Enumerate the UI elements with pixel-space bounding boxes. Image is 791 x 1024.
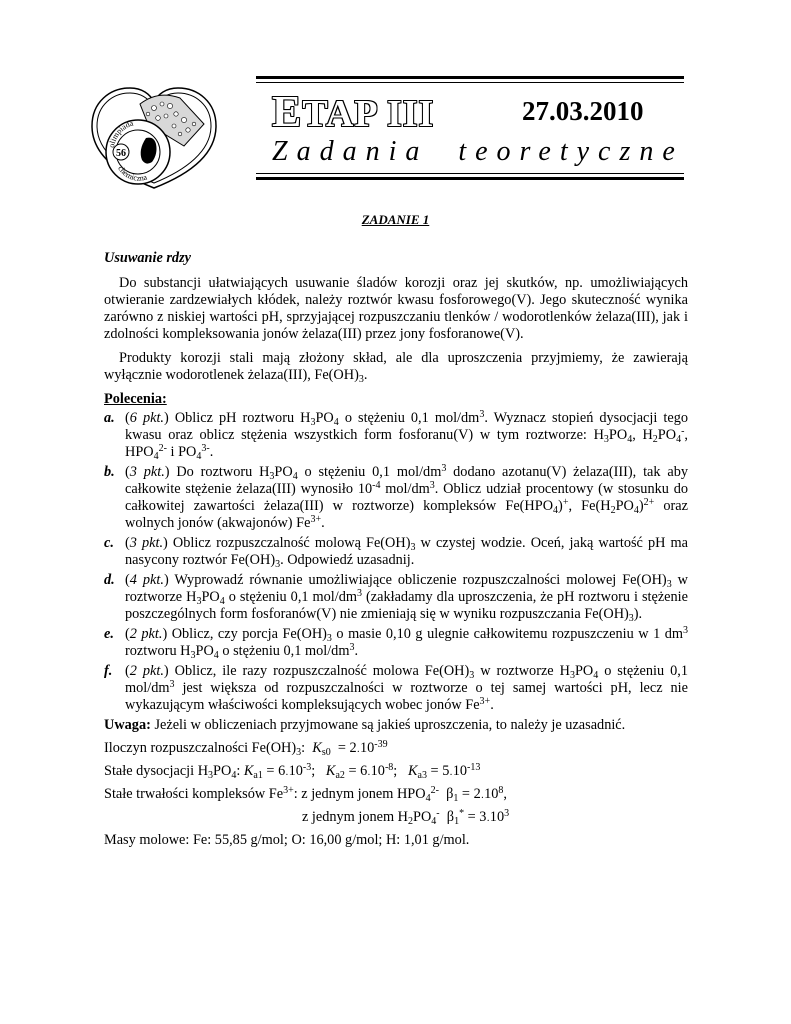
header-rule-top — [256, 76, 684, 79]
exam-date: 27.03.2010 — [522, 96, 644, 126]
stability-constants-line-2: z jednym jonem $H_2PO_4^-$ $\beta_1^* = 3_\cdot 10^3$ — [302, 808, 510, 827]
task-label: a. — [104, 410, 115, 426]
task-label: f. — [104, 663, 113, 679]
task-b: b. (3 pkt.) Do roztworu $H_3PO_4$ o stężeniu 0,1 mol/$dm^3$ dodano azotanu(V) żelaza(III), tak aby całkowite stężenie żelaza(III) wynosiło $10^{-4}$ mol/$dm^3$. Oblicz udział procentowy (w stosunku do całkowitej zawartości żelaza(III) w roztworze) kompleksów $Fe(HPO_4)^+$, $Fe(H_2PO_4)^{2+}$ oraz wolnych jonów (akwajonów) $Fe^{3+}$. — [104, 463, 689, 531]
task-a: a. (6 pkt.) Oblicz pH roztworu $H_3PO_4$ o stężeniu 0,1 mol/$dm^3$. Wyznacz stopień dysocjacji tego kwasu oraz oblicz stężenia wszystkich form fosforanu(V) w tym roztworze: $H_3PO_4$, $H_2PO_4^-$, $HPO_4^{2-}$ i $PO_4^{3-}$. — [104, 409, 689, 462]
logo-number: 56 — [116, 148, 126, 159]
solubility-product-line: Iloczyn rozpuszczalności $Fe(OH)_3$: $K_{s0} = 2_\cdot 10^{-39}$ — [104, 739, 388, 758]
header-rule-top-thin — [256, 82, 684, 83]
task-points: 2 pkt. — [129, 663, 164, 679]
document-body — [104, 250, 688, 855]
task-c: c. (3 pkt.) Oblicz rozpuszczalność molową $Fe(OH)_3$ w czystej wodzie. Oceń, jaką wartość pH ma nasycony roztwór $Fe(OH)_3$. Odpowiedź uzasadnij. — [104, 535, 688, 570]
note-text: Jeżeli w obliczeniach przyjmowane są jakieś uproszczenia, to należy je uzasadnić. — [154, 717, 626, 733]
note-label: Uwaga: — [104, 717, 151, 733]
intro-paragraph-1: Do substancji ułatwiających usuwanie śladów korozji oraz jej skutków, np. umożliwiających otwieranie zardzewiałych kłódek, należy roztwór kwasu fosforowego(V). Jego skuteczność wynika zarówno z niskiej wartości pH, sprzyjającej rozpuszczaniu tlenków / wodorotlenków żelaza(III), jak i zdolności kompleksowania jonów żelaza(III) przez jony fosforanowe(V). — [104, 275, 688, 342]
topic-title: Usuwanie rdzy — [104, 250, 191, 266]
molar-masses-line: Masy molowe: Fe: 55,85 g/mol; O: 16,00 g/mol; H: 1,01 g/mol. — [104, 832, 470, 848]
task-f: f. (2 pkt.) Oblicz, ile razy rozpuszczalność molowa $Fe(OH)_3$ w roztworze $H_3PO_4$ o stężeniu 0,1 mol/$dm^3$ jest większa od rozpuszczalności w roztworze o tej samej wartości pH, lecz nie wykazującym właściwości kompleksujących wobec jonów $Fe^{3+}$. — [104, 663, 688, 713]
commands-heading: Polecenia: — [104, 391, 167, 407]
task-points: 6 pkt. — [129, 410, 165, 426]
task-points: 4 pkt. — [129, 572, 164, 588]
task-d: d. (4 pkt.) Wyprowadź równanie umożliwiające obliczenie rozpuszczalności molowej $Fe(OH)_3$ w roztworze $H_3PO_4$ o stężeniu 0,1 mol/$dm^3$ (zakładamy dla uproszczenia, że pH roztworu i stężenie poszczególnych form fosforanów(V) nie zmieniają się w wyniku rozpuszczania $Fe(OH)_3$). — [104, 572, 688, 624]
stage-title — [272, 86, 434, 137]
task-heading: ZADANIE 1 — [361, 212, 430, 227]
stage-title-initial: E — [272, 87, 303, 136]
note-line — [104, 717, 688, 734]
olimpiada-logo — [88, 84, 220, 190]
task-label: c. — [104, 535, 114, 551]
task-label: b. — [104, 464, 115, 480]
dissociation-constants-line: Stałe dysocjacji $H_3PO_4$: $K_{a1} = 6_\cdot 10^{-3}$; $K_{a2} = 6_\cdot 10^{-8}$; $K_{a3} = 5_\cdot 10^{-13}$ — [104, 762, 481, 781]
page-subtitle: Zadania teoretyczne — [272, 136, 684, 167]
task-points: 3 pkt. — [129, 535, 164, 551]
header-rule-bottom — [256, 177, 684, 180]
task-e: e. (2 pkt.) Oblicz, czy porcja $Fe(OH)_3$ o masie 0,10 g ulegnie całkowitemu rozpuszczeniu w 1 $dm^3$ roztworu $H_3PO_4$ o stężeniu 0,1 mol/$dm^3$. — [104, 625, 688, 661]
logo-text-upper: olimpiada — [107, 118, 135, 149]
task-label: e. — [104, 626, 114, 642]
header-rule-bottom-thin — [256, 173, 684, 174]
task-points: 3 pkt. — [129, 464, 165, 480]
stage-title-rest: TAP III — [302, 93, 435, 135]
logo-text-lower: chemiczna — [116, 164, 149, 183]
task-points: 2 pkt. — [129, 626, 163, 642]
intro-paragraph-2: Produkty korozji stali mają złożony skład, ale dla uproszczenia przyjmiemy, że zawierają wyłącznie wodorotlenek żelaza(III), $Fe(OH)_3$. — [104, 350, 688, 385]
task-label: d. — [104, 572, 115, 588]
stability-constants-line-1: Stałe trwałości kompleksów $Fe^{3+}$: z jednym jonem $HPO_4^{2-}$ $\beta_1 = 2_\cdot 10^8$, — [104, 785, 507, 804]
